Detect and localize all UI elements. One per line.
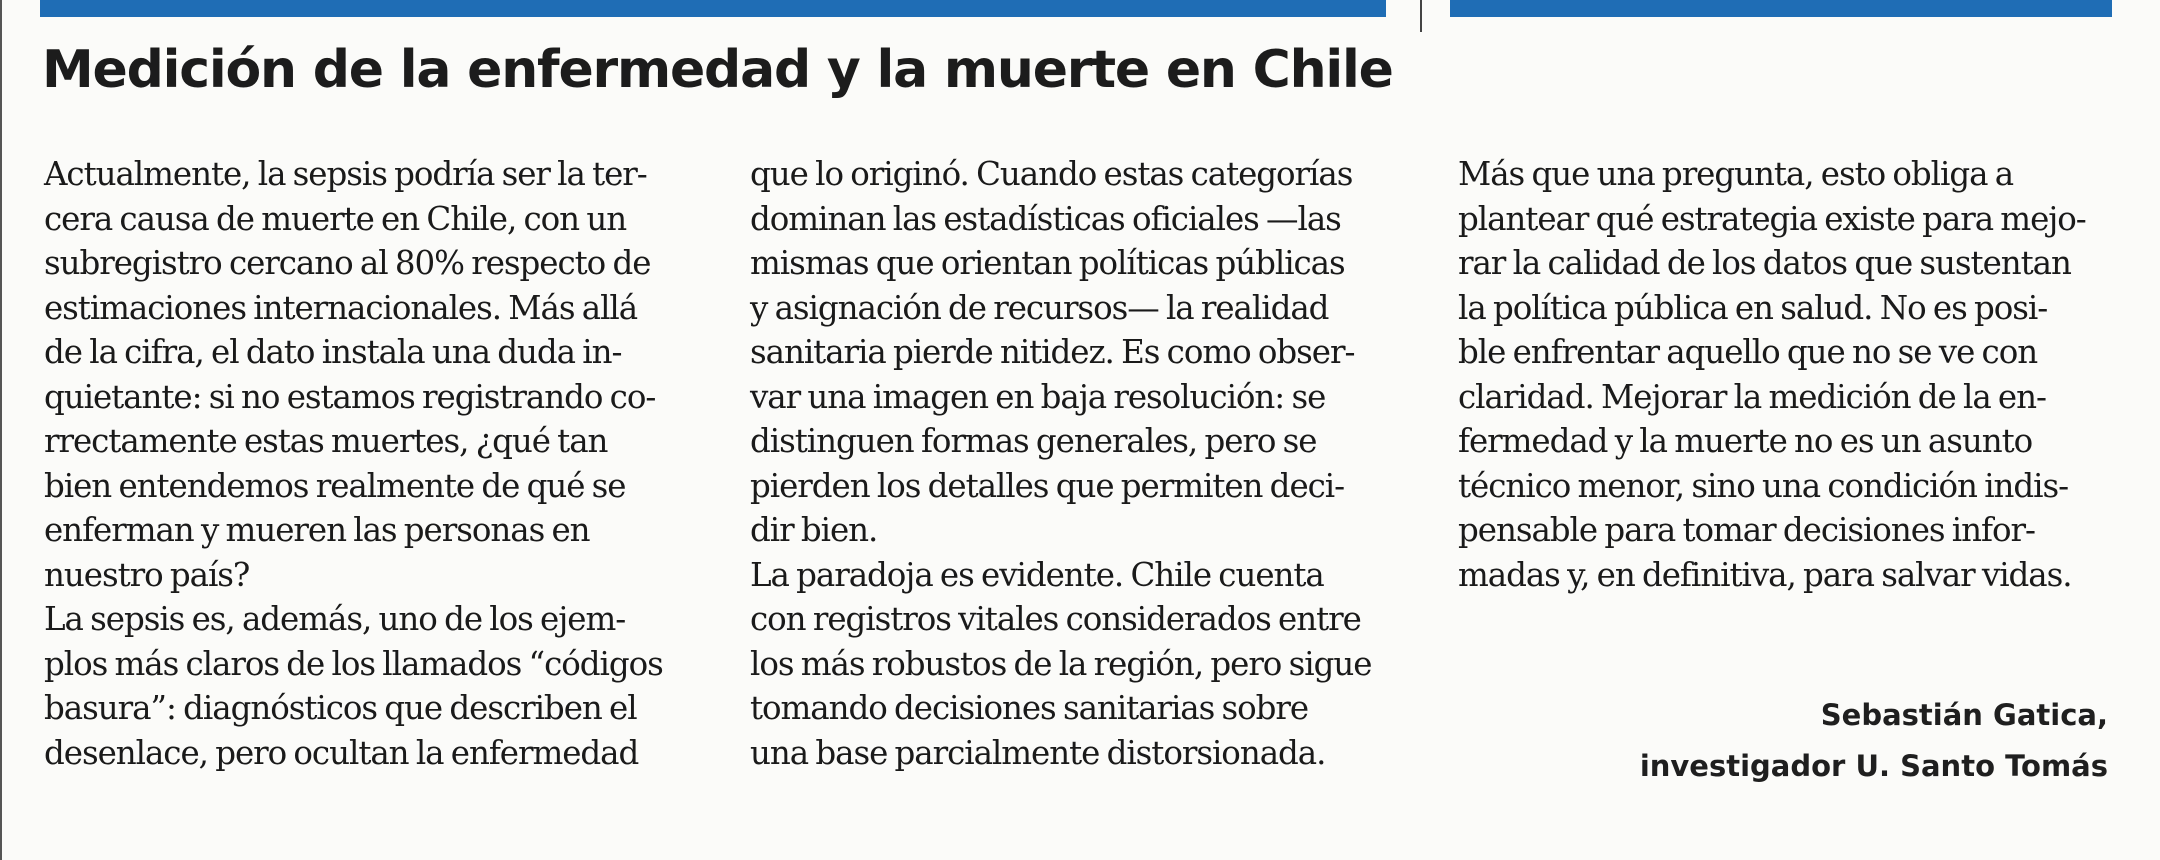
article-column-1 (44, 152, 704, 775)
text-line: La sepsis es, además, uno de los ejem- (44, 600, 626, 638)
text-line: rrectamente estas muertes, ¿qué tan (44, 422, 608, 460)
text-line: y asignación de recursos— la realidad (750, 288, 1329, 327)
text-line: subregistro cercano al 80% respecto de (44, 244, 651, 282)
text-line: nuestro país? (44, 555, 250, 594)
text-line: Más que una pregunta, esto obliga a (1458, 155, 2014, 193)
column-divider (1420, 0, 1422, 32)
author-byline (1640, 690, 2108, 792)
text-line: quietante: si no estamos registrando co- (44, 377, 656, 416)
text-line: pierden los detalles que permiten deci- (750, 466, 1345, 505)
article-headline: Medición de la enfermedad y la muerte en Chile (42, 40, 1393, 100)
text-line: estimaciones internacionales. Más allá (44, 288, 638, 327)
text-line: Actualmente, la sepsis podría ser la ter- (44, 155, 647, 193)
text-line: fermedad y la muerte no es un asunto (1458, 422, 2033, 460)
text-line: que lo originó. Cuando estas categorías (750, 155, 1353, 193)
text-line: pensable para tomar decisiones infor- (1458, 511, 2035, 549)
author-affiliation: investigador U. Santo Tomás (1639, 749, 2108, 783)
text-line: sanitaria pierde nitidez. Es como obser- (750, 333, 1355, 371)
author-name: Sebastián Gatica, (1820, 698, 2108, 732)
text-line: tomando decisiones sanitarias sobre (750, 689, 1309, 727)
text-line: plantear qué estrategia existe para mejo- (1458, 199, 2086, 238)
text-line: de la cifra, el dato instala una duda in- (44, 333, 622, 371)
section-accent-bar (40, 0, 1386, 17)
section-accent-bar-right (1450, 0, 2112, 17)
text-line: La paradoja es evidente. Chile cuenta (750, 555, 1324, 594)
text-line: basura”: diagnósticos que describen el (44, 689, 637, 727)
text-line: var una imagen en baja resolución: se (750, 377, 1326, 416)
text-line: mismas que orientan políticas públicas (750, 244, 1345, 282)
text-line: dir bien. (750, 511, 878, 549)
text-line: los más robustos de la región, pero sigue (750, 644, 1372, 683)
text-line: técnico menor, sino una condición indis- (1458, 466, 2069, 505)
text-line: rar la calidad de los datos que sustentan (1458, 244, 2071, 282)
text-line: la política pública en salud. No es posi- (1458, 288, 2048, 327)
text-line: plos más claros de los llamados “códigos (44, 644, 663, 683)
text-line: con registros vitales considerados entre (750, 600, 1361, 638)
text-line: dominan las estadísticas oficiales —las (750, 199, 1341, 238)
page-border (0, 0, 2, 860)
article-column-3 (1458, 152, 2126, 597)
text-line: bien entendemos realmente de qué se (44, 466, 626, 505)
text-line: madas y, en definitiva, para salvar vidas. (1458, 555, 2072, 594)
text-line: una base parcialmente distorsionada. (750, 733, 1326, 772)
text-line: ble enfrentar aquello que no se ve con (1458, 333, 2038, 371)
text-line: distinguen formas generales, pero se (750, 422, 1317, 460)
text-line: enferman y mueren las personas en (44, 511, 590, 549)
article-column-2 (750, 152, 1410, 775)
text-line: claridad. Mejorar la medición de la en- (1458, 377, 2046, 416)
text-line: desenlace, pero ocultan la enfermedad (44, 733, 639, 772)
text-line: cera causa de muerte en Chile, con un (44, 199, 627, 238)
